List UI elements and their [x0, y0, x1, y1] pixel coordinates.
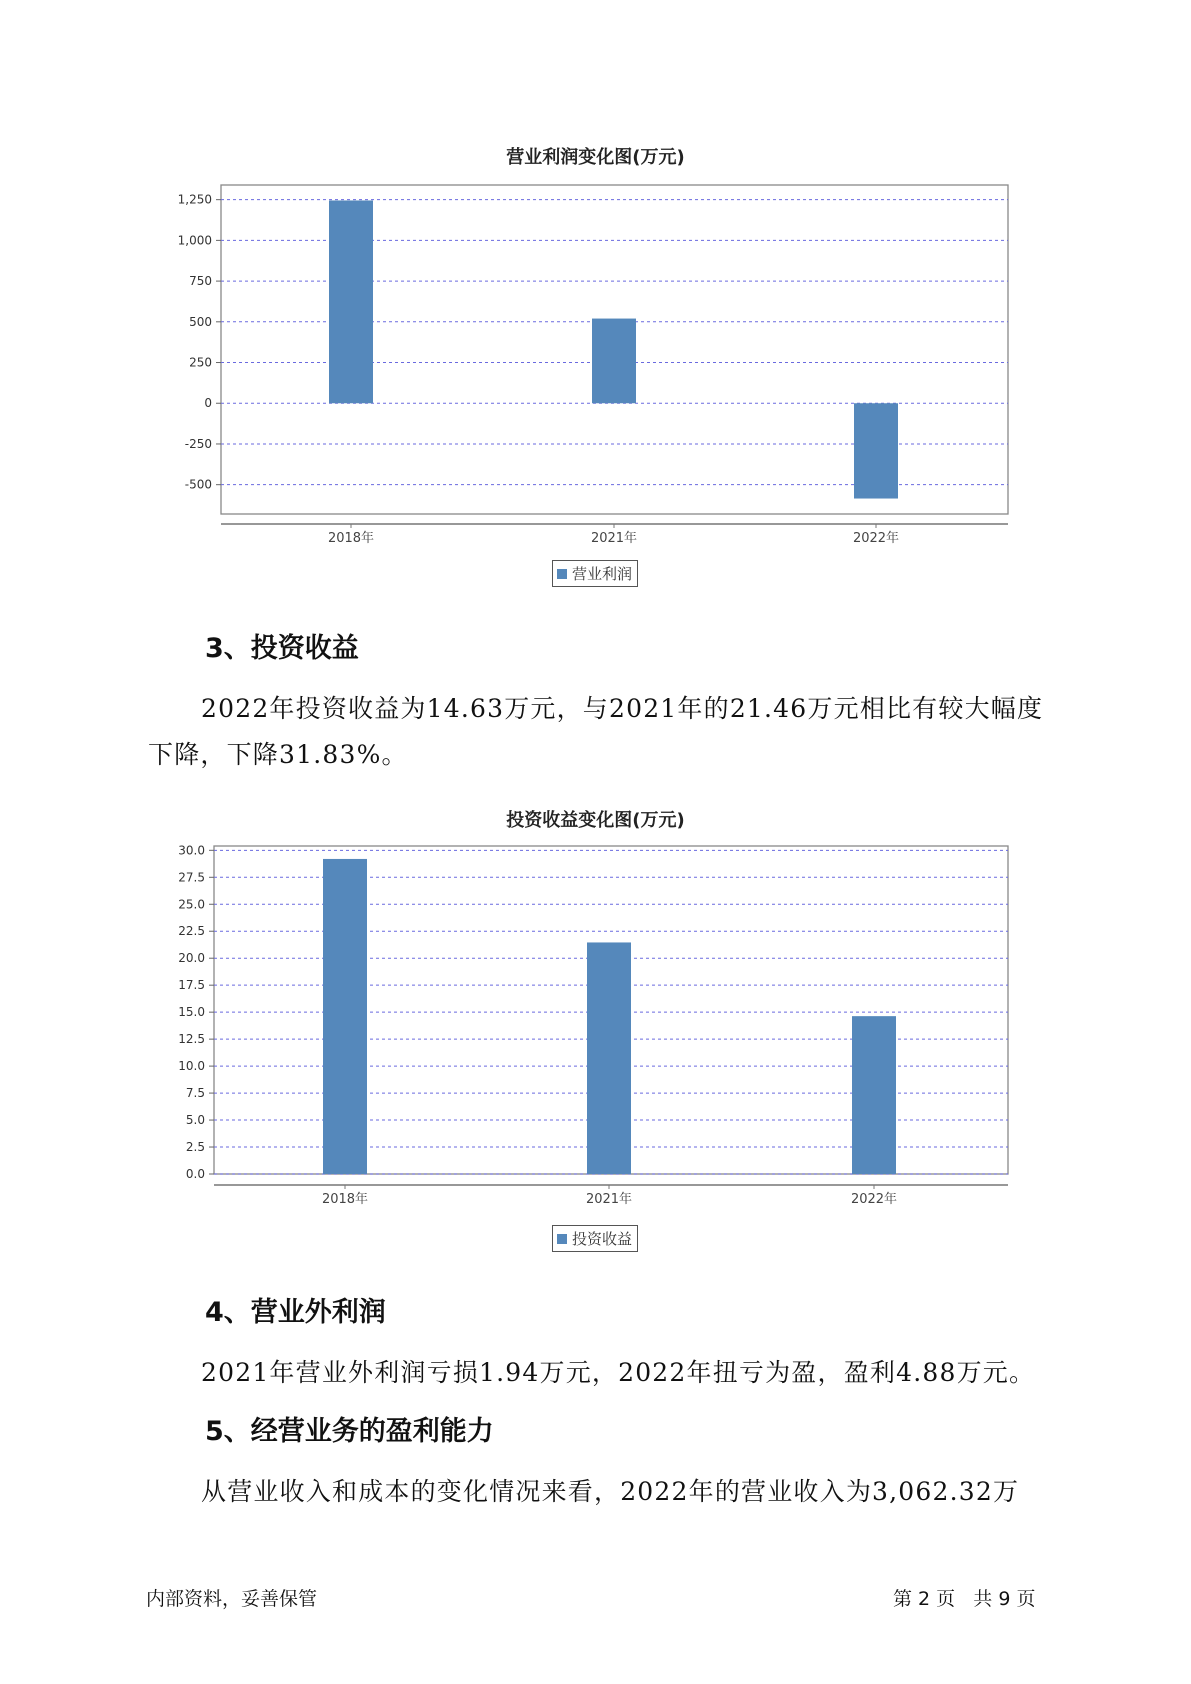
y-tick-label: 250 — [189, 355, 212, 370]
y-tick-label: 10.0 — [178, 1059, 205, 1074]
bar — [852, 1016, 896, 1174]
section-4-heading: 4、营业外利润 — [205, 1297, 386, 1328]
y-tick-label: 12.5 — [178, 1032, 205, 1047]
y-tick-label: 7.5 — [185, 1086, 205, 1101]
y-tick-label: 30.0 — [178, 843, 205, 858]
y-tick-label: 15.0 — [178, 1005, 205, 1020]
x-tick-label: 2018年 — [321, 1192, 369, 1207]
bar — [323, 859, 367, 1174]
legend-label: 营业利润 — [572, 565, 633, 583]
x-tick-label: 2022年 — [852, 531, 900, 546]
y-tick-label: -500 — [184, 477, 212, 492]
y-tick-label: 2.5 — [185, 1140, 205, 1155]
x-tick-label: 2021年 — [585, 1192, 633, 1207]
chart-title: 投资收益变化图(万元) — [506, 810, 685, 831]
y-tick-label: -250 — [184, 436, 212, 451]
y-tick-label: 750 — [189, 274, 212, 289]
y-tick-label: 25.0 — [178, 897, 205, 912]
bar — [587, 942, 631, 1174]
section-5-paragraph: 从营业收入和成本的变化情况来看，2022年的营业收入为3,062.32万 — [201, 1477, 1020, 1506]
y-tick-label: 5.0 — [185, 1113, 205, 1128]
section-4-paragraph: 2021年营业外利润亏损1.94万元，2022年扭亏为盈，盈利4.88万元。 — [201, 1358, 1036, 1387]
x-tick-label: 2022年 — [850, 1192, 898, 1207]
x-tick-label: 2021年 — [590, 531, 638, 546]
section-5-heading: 5、经营业务的盈利能力 — [205, 1416, 494, 1447]
section-3-heading: 3、投资收益 — [205, 633, 359, 664]
y-tick-label: 0.0 — [185, 1167, 205, 1181]
footer-page-number: 第 2 页 共 9 页 — [893, 1588, 1036, 1610]
chart-legend — [552, 1225, 638, 1252]
y-tick-label: 20.0 — [178, 951, 205, 966]
y-tick-label: 22.5 — [178, 924, 205, 939]
legend-label: 投资收益 — [572, 1230, 633, 1248]
y-tick-label: 500 — [189, 314, 212, 329]
y-tick-label: 1,250 — [177, 192, 212, 207]
y-tick-label: 27.5 — [178, 870, 205, 885]
y-tick-label: 17.5 — [178, 978, 205, 993]
y-tick-label: 0 — [204, 396, 212, 411]
legend-swatch — [557, 1234, 567, 1244]
chart-title: 营业利润变化图(万元) — [506, 147, 685, 168]
y-tick-label: 1,000 — [177, 233, 212, 248]
section-3-paragraph: 2022年投资收益为14.63万元，与2021年的21.46万元相比有较大幅度下降，下降31.83%。 — [148, 694, 1044, 769]
x-tick-label: 2018年 — [327, 531, 375, 546]
footer-confidential: 内部资料，妥善保管 — [146, 1588, 318, 1610]
